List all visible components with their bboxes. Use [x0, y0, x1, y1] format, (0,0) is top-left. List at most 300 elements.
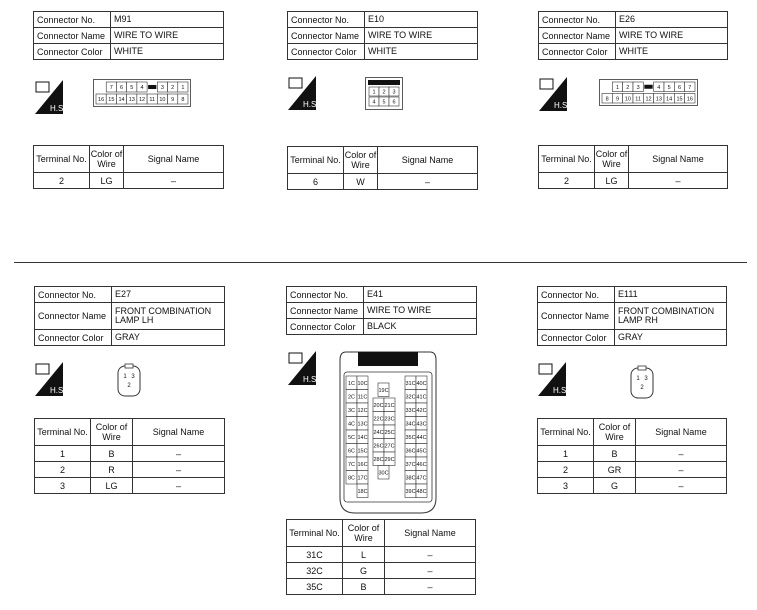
pin-cell	[405, 403, 416, 417]
connector-lock	[638, 366, 646, 370]
svg-text:1: 1	[181, 85, 185, 92]
terminal-no-header: Terminal No.	[539, 146, 595, 173]
connector-face-e41	[338, 350, 438, 515]
signal-cell: –	[629, 173, 728, 189]
terminal-no-header: Terminal No.	[287, 520, 343, 547]
pin-cell	[405, 376, 416, 390]
terminal-cell: 32C	[287, 563, 343, 579]
svg-text:13: 13	[128, 97, 135, 104]
svg-text:21C: 21C	[384, 402, 395, 409]
wire-color-header: Color of Wire	[344, 147, 378, 174]
connector-name-value: FRONT COMBINATION LAMP LH	[112, 303, 225, 330]
connector-no-label: Connector No.	[538, 287, 615, 303]
connector-info-e27	[34, 286, 225, 346]
pin-cell	[384, 425, 395, 439]
harness-side-icon	[538, 362, 569, 396]
svg-text:25C: 25C	[384, 429, 395, 436]
connector-name-label: Connector Name	[539, 28, 616, 44]
svg-text:14C: 14C	[357, 434, 368, 441]
svg-text:1: 1	[615, 84, 620, 91]
connector-name-label: Connector Name	[288, 28, 365, 44]
terminal-cell: 1	[538, 446, 594, 462]
pin-cell	[405, 444, 416, 458]
pin-cell	[357, 471, 368, 485]
connector-color-label: Connector Color	[287, 319, 364, 335]
connector-name-label: Connector Name	[34, 28, 111, 44]
pin-cell	[654, 94, 664, 104]
pin-cell	[389, 87, 399, 96]
svg-text:11: 11	[635, 96, 642, 103]
svg-text:28C: 28C	[373, 456, 384, 463]
pin-cell	[654, 82, 664, 92]
pin-cell	[664, 82, 674, 92]
svg-text:46C: 46C	[416, 461, 427, 468]
terminal-table-m91	[33, 145, 224, 189]
terminal-table-e27	[34, 418, 225, 494]
svg-text:20C: 20C	[373, 402, 384, 409]
pin-cell	[674, 94, 684, 104]
svg-text:34C: 34C	[405, 421, 416, 428]
svg-text:H.S.: H.S.	[303, 375, 319, 384]
svg-text:48C: 48C	[416, 488, 427, 495]
svg-text:1: 1	[123, 374, 127, 380]
signal-name-header: Signal Name	[378, 147, 478, 174]
svg-text:40C: 40C	[416, 380, 427, 387]
svg-text:1: 1	[372, 89, 376, 96]
svg-text:4: 4	[372, 99, 376, 106]
svg-text:5: 5	[667, 84, 671, 91]
connector-housing	[631, 368, 653, 398]
table-row	[538, 446, 727, 462]
pin-cell	[623, 82, 633, 92]
connector-color-value: GRAY	[615, 330, 727, 346]
pin-cell	[357, 403, 368, 417]
pin-cell	[147, 94, 157, 104]
connector-info-m91	[33, 11, 224, 60]
connector-no-value: E41	[364, 287, 477, 303]
signal-cell: –	[636, 446, 727, 462]
harness-side-icon	[539, 77, 570, 111]
connector-name-label: Connector Name	[538, 303, 615, 330]
svg-text:8: 8	[605, 96, 609, 103]
table-row	[287, 563, 476, 579]
signal-name-header: Signal Name	[385, 520, 476, 547]
signal-name-header: Signal Name	[124, 146, 224, 173]
svg-text:19C: 19C	[378, 387, 389, 394]
svg-text:5: 5	[382, 99, 386, 106]
connector-lock	[368, 80, 400, 85]
pin-cell	[384, 398, 395, 412]
svg-text:4: 4	[140, 85, 144, 92]
svg-text:26C: 26C	[373, 443, 384, 450]
connector-no-label: Connector No.	[35, 287, 112, 303]
connector-housing	[118, 366, 140, 396]
pin-cell	[612, 82, 622, 92]
svg-text:35C: 35C	[405, 434, 416, 441]
terminal-table-e41	[286, 519, 476, 595]
svg-text:3C: 3C	[347, 407, 356, 414]
connector-info-e26	[538, 11, 728, 60]
svg-text:3: 3	[160, 85, 164, 92]
pin-cell	[405, 471, 416, 485]
terminal-no-header: Terminal No.	[288, 147, 344, 174]
svg-text:H.S.: H.S.	[50, 104, 66, 113]
svg-text:3: 3	[636, 84, 640, 91]
connector-no-label: Connector No.	[287, 287, 364, 303]
signal-cell: –	[636, 462, 727, 478]
connector-lock	[125, 364, 133, 368]
connector-lock	[358, 352, 418, 366]
svg-text:H.S.: H.S.	[50, 386, 66, 395]
pin-cell	[357, 390, 368, 404]
connector-no-label: Connector No.	[34, 12, 111, 28]
pin-cell	[357, 484, 368, 498]
svg-text:38C: 38C	[405, 475, 416, 482]
svg-text:37C: 37C	[405, 461, 416, 468]
connector-color-value: WHITE	[365, 44, 478, 60]
connector-face-e10	[365, 77, 403, 110]
pin-cell	[346, 417, 357, 431]
pin-cell	[127, 82, 137, 92]
wire-cell: R	[91, 462, 133, 478]
pin-cell	[416, 430, 427, 444]
svg-text:4C: 4C	[347, 421, 356, 428]
terminal-cell: 2	[539, 173, 595, 189]
svg-text:32C: 32C	[405, 394, 416, 401]
svg-text:31C: 31C	[405, 380, 416, 387]
pin-cell	[416, 484, 427, 498]
section-divider	[14, 262, 747, 263]
pin-cell	[384, 439, 395, 453]
pin-cell	[346, 403, 357, 417]
pin-cell	[346, 390, 357, 404]
terminal-cell: 2	[538, 462, 594, 478]
pin-cell	[643, 94, 653, 104]
pin-cell	[168, 94, 178, 104]
svg-text:24C: 24C	[373, 429, 384, 436]
pin-cell	[157, 82, 167, 92]
svg-text:47C: 47C	[416, 475, 427, 482]
pin-cell	[357, 444, 368, 458]
terminal-table-e26	[538, 145, 728, 189]
pin-cell	[157, 94, 167, 104]
svg-text:15C: 15C	[357, 448, 368, 455]
harness-side-icon	[35, 362, 66, 396]
pin-cell	[346, 430, 357, 444]
pin-cell	[674, 82, 684, 92]
pin-cell	[633, 94, 643, 104]
pin-cell	[379, 87, 389, 96]
svg-text:15: 15	[676, 96, 683, 103]
connector-no-label: Connector No.	[288, 12, 365, 28]
wire-cell: B	[91, 446, 133, 462]
wire-cell: G	[343, 563, 385, 579]
pin-cell	[137, 82, 147, 92]
table-row	[538, 462, 727, 478]
connector-color-label: Connector Color	[288, 44, 365, 60]
terminal-cell: 2	[34, 173, 90, 189]
wire-cell: LG	[595, 173, 629, 189]
signal-cell: –	[378, 174, 478, 190]
svg-text:H.S.: H.S.	[303, 100, 319, 109]
wire-color-header: Color of Wire	[595, 146, 629, 173]
pin-cell	[346, 376, 357, 390]
terminal-cell: 31C	[287, 547, 343, 563]
connector-info-e10	[287, 11, 478, 60]
connector-face-e27	[116, 364, 142, 398]
connector-info-e41	[286, 286, 477, 335]
svg-text:15: 15	[108, 97, 115, 104]
pin-cell	[357, 376, 368, 390]
signal-cell: –	[385, 547, 476, 563]
connector-no-label: Connector No.	[539, 12, 616, 28]
pin-cell	[178, 94, 188, 104]
pin-cell	[416, 444, 427, 458]
svg-text:3: 3	[644, 376, 648, 382]
terminal-cell: 1	[35, 446, 91, 462]
pin-cell	[416, 471, 427, 485]
signal-name-header: Signal Name	[629, 146, 728, 173]
svg-text:39C: 39C	[405, 488, 416, 495]
svg-text:4: 4	[657, 84, 661, 91]
pin-cell	[384, 452, 395, 466]
connector-name-value: WIRE TO WIRE	[111, 28, 224, 44]
connector-color-label: Connector Color	[539, 44, 616, 60]
pin-cell	[623, 94, 633, 104]
connector-color-value: GRAY	[112, 330, 225, 346]
svg-text:13: 13	[655, 96, 662, 103]
svg-text:9: 9	[171, 97, 175, 104]
pin-cell	[389, 97, 399, 106]
svg-text:7: 7	[109, 85, 113, 92]
svg-text:6: 6	[677, 84, 682, 91]
svg-text:1: 1	[636, 376, 640, 382]
svg-text:16: 16	[686, 96, 693, 103]
pin-cell	[416, 403, 427, 417]
signal-cell: –	[133, 462, 225, 478]
wire-color-header: Color of Wire	[90, 146, 124, 173]
svg-text:41C: 41C	[416, 394, 427, 401]
svg-text:11C: 11C	[357, 394, 368, 401]
signal-cell: –	[636, 478, 727, 494]
pin-cell	[664, 94, 674, 104]
svg-text:9: 9	[615, 96, 620, 103]
svg-text:6C: 6C	[347, 448, 356, 455]
terminal-cell: 3	[538, 478, 594, 494]
svg-text:45C: 45C	[416, 448, 427, 455]
connector-name-label: Connector Name	[287, 303, 364, 319]
wire-cell: LG	[91, 478, 133, 494]
table-row	[538, 478, 727, 494]
signal-cell: –	[124, 173, 224, 189]
pin-cell	[168, 82, 178, 92]
pin-cell	[384, 412, 395, 426]
connector-no-value: E10	[365, 12, 478, 28]
svg-text:12C: 12C	[357, 407, 368, 414]
svg-text:10: 10	[624, 96, 631, 103]
table-row	[35, 446, 225, 462]
svg-text:2: 2	[640, 385, 644, 391]
harness-side-icon	[288, 76, 319, 110]
svg-text:29C: 29C	[384, 456, 395, 463]
wire-cell: LG	[90, 173, 124, 189]
svg-text:14: 14	[118, 97, 125, 104]
pin-cell	[346, 457, 357, 471]
pin-cell	[416, 390, 427, 404]
connector-info-e111	[537, 286, 727, 346]
pin-cell	[612, 94, 622, 104]
pin-cell	[357, 457, 368, 471]
svg-text:7: 7	[688, 84, 692, 91]
connector-face-e26	[599, 79, 698, 106]
connector-no-value: E26	[616, 12, 728, 28]
pin-cell	[357, 417, 368, 431]
svg-text:11: 11	[149, 97, 156, 104]
pin-cell	[369, 97, 379, 106]
pin-cell	[373, 452, 384, 466]
harness-side-icon	[288, 351, 319, 385]
svg-text:3: 3	[392, 89, 396, 96]
svg-text:23C: 23C	[384, 416, 395, 423]
connector-no-value: M91	[111, 12, 224, 28]
pin-cell	[416, 457, 427, 471]
pin-cell	[373, 439, 384, 453]
pin-cell	[96, 94, 106, 104]
svg-text:14: 14	[666, 96, 673, 103]
wire-color-header: Color of Wire	[594, 419, 636, 446]
svg-text:10C: 10C	[357, 380, 368, 387]
connector-name-label: Connector Name	[35, 303, 112, 330]
svg-text:17C: 17C	[357, 475, 368, 482]
connector-name-value: WIRE TO WIRE	[616, 28, 728, 44]
wire-cell: L	[343, 547, 385, 563]
svg-text:6: 6	[392, 99, 396, 106]
wire-cell: W	[344, 174, 378, 190]
connector-color-value: BLACK	[364, 319, 477, 335]
pin-cell	[405, 484, 416, 498]
svg-text:13C: 13C	[357, 421, 368, 428]
svg-text:16C: 16C	[357, 461, 368, 468]
table-row	[34, 173, 224, 189]
svg-text:18C: 18C	[357, 488, 368, 495]
svg-text:2: 2	[127, 383, 131, 389]
wire-cell: B	[594, 446, 636, 462]
connector-face-m91	[93, 79, 191, 107]
pin-cell	[685, 82, 695, 92]
pin-cell	[633, 82, 643, 92]
pin-cell	[405, 457, 416, 471]
svg-text:H.S.: H.S.	[554, 101, 570, 110]
svg-text:3: 3	[131, 374, 135, 380]
connector-no-value: E111	[615, 287, 727, 303]
pin-cell	[346, 471, 357, 485]
table-row	[287, 547, 476, 563]
table-row	[287, 579, 476, 595]
pin-cell	[148, 85, 156, 89]
wire-cell: G	[594, 478, 636, 494]
pin-cell	[602, 94, 612, 104]
table-row	[539, 173, 728, 189]
svg-text:2: 2	[382, 89, 386, 96]
terminal-table-e10	[287, 146, 478, 190]
terminal-cell: 6	[288, 174, 344, 190]
svg-text:16: 16	[98, 97, 105, 104]
signal-name-header: Signal Name	[636, 419, 727, 446]
wire-color-header: Color of Wire	[91, 419, 133, 446]
svg-text:12: 12	[138, 97, 146, 104]
svg-text:43C: 43C	[416, 421, 427, 428]
terminal-no-header: Terminal No.	[538, 419, 594, 446]
pin-cell	[416, 417, 427, 431]
pin-cell	[116, 94, 126, 104]
svg-text:12: 12	[645, 96, 652, 103]
table-row	[288, 174, 478, 190]
svg-text:30C: 30C	[378, 470, 389, 477]
svg-text:44C: 44C	[416, 434, 427, 441]
pin-cell	[106, 82, 116, 92]
svg-text:5C: 5C	[347, 434, 356, 441]
svg-text:8: 8	[181, 97, 185, 104]
svg-text:36C: 36C	[405, 448, 416, 455]
svg-text:22C: 22C	[373, 416, 384, 423]
pin-cell	[373, 425, 384, 439]
signal-cell: –	[133, 478, 225, 494]
connector-name-value: FRONT COMBINATION LAMP RH	[615, 303, 727, 330]
pin-cell	[378, 466, 389, 480]
connector-color-label: Connector Color	[34, 44, 111, 60]
connector-name-value: WIRE TO WIRE	[364, 303, 477, 319]
pin-cell	[373, 412, 384, 426]
svg-text:2: 2	[626, 84, 630, 91]
svg-text:1C: 1C	[347, 380, 356, 387]
connector-color-value: WHITE	[616, 44, 728, 60]
signal-cell: –	[385, 579, 476, 595]
connector-color-label: Connector Color	[35, 330, 112, 346]
svg-text:5: 5	[130, 85, 134, 92]
svg-text:27C: 27C	[384, 443, 395, 450]
terminal-cell: 35C	[287, 579, 343, 595]
pin-cell	[378, 383, 389, 397]
connector-face-e111	[629, 366, 655, 400]
svg-text:H.S.: H.S.	[553, 386, 569, 395]
pin-cell	[137, 94, 147, 104]
pin-cell	[379, 97, 389, 106]
signal-name-header: Signal Name	[133, 419, 225, 446]
pin-cell	[369, 87, 379, 96]
terminal-cell: 2	[35, 462, 91, 478]
pin-cell	[685, 94, 695, 104]
terminal-table-e111	[537, 418, 727, 494]
signal-cell: –	[385, 563, 476, 579]
svg-text:42C: 42C	[416, 407, 427, 414]
connector-color-label: Connector Color	[538, 330, 615, 346]
pin-cell	[373, 398, 384, 412]
connector-name-value: WIRE TO WIRE	[365, 28, 478, 44]
connector-color-value: WHITE	[111, 44, 224, 60]
pin-cell	[127, 94, 137, 104]
wire-cell: B	[343, 579, 385, 595]
pin-cell	[405, 417, 416, 431]
harness-side-icon	[35, 80, 66, 114]
table-row	[35, 462, 225, 478]
pin-cell	[416, 376, 427, 390]
terminal-no-header: Terminal No.	[35, 419, 91, 446]
pin-cell	[357, 430, 368, 444]
svg-text:7C: 7C	[347, 461, 356, 468]
pin-cell	[644, 85, 652, 89]
svg-text:8C: 8C	[347, 475, 356, 482]
svg-text:10: 10	[159, 97, 166, 104]
